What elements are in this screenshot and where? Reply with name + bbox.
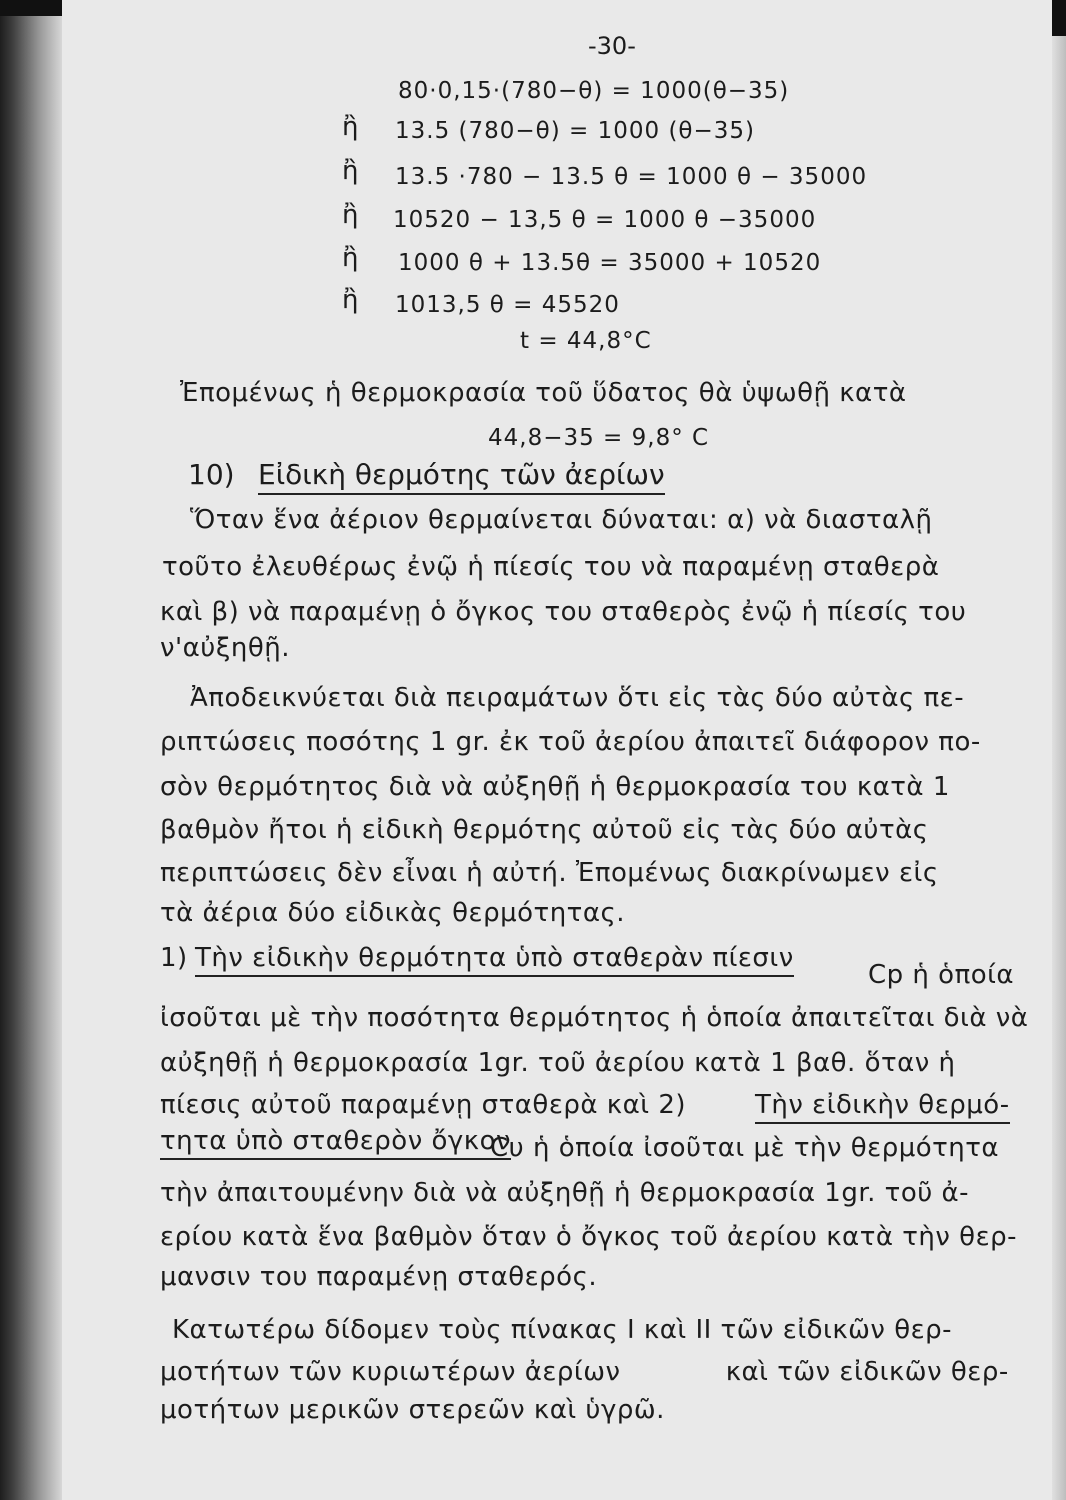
book-spine-shadow bbox=[0, 0, 62, 1500]
paragraph-line: τὰ ἀέρια δύο εἰδικὰς θερμότητας. bbox=[160, 898, 625, 928]
paragraph-line: τοῦτο ἐλευθέρως ἐνῷ ἡ πίεσίς του νὰ παραμένῃ σταθερὰ bbox=[162, 552, 940, 582]
section-number: 10) bbox=[188, 458, 235, 491]
paragraph-line: καὶ β) νὰ παραμένῃ ὁ ὄγκος του σταθερὸς ἐνῷ ἡ πίεσίς του bbox=[160, 597, 967, 627]
equation-marker: ἢ bbox=[342, 243, 359, 273]
paragraph-line: Cυ ἡ ὁποία ἰσοῦται μὲ τὴν θερμότητα bbox=[490, 1133, 1000, 1163]
paragraph-line: μοτήτων τῶν κυριωτέρων ἀερίων καὶ τῶν εἰδικῶν θερ- bbox=[160, 1357, 1009, 1387]
equation-line: 10520 − 13,5 θ = 1000 θ −35000 bbox=[393, 207, 817, 233]
page-right-edge bbox=[1052, 0, 1066, 1500]
equation-line: 1013,5 θ = 45520 bbox=[395, 292, 620, 318]
paragraph-line: ριπτώσεις ποσότης 1 gr. ἐκ τοῦ ἀερίου ἀπαιτεῖ διάφορον πο- bbox=[160, 727, 981, 757]
paragraph-line: μοτήτων μερικῶν στερεῶν καὶ ὑγρῶ. bbox=[160, 1395, 665, 1425]
paragraph-line: μανσιν του παραμένῃ σταθερός. bbox=[160, 1262, 598, 1292]
paragraph-line: ἰσοῦται μὲ τὴν ποσότητα θερμότητος ἡ ὁποία ἀπαιτεῖται διὰ νὰ bbox=[160, 1003, 1029, 1033]
equation-marker: ἢ bbox=[342, 285, 359, 315]
paragraph-line: Κατωτέρω δίδομεν τοὺς πίνακας Ι καὶ ΙΙ τῶν εἰδικῶν θερ- bbox=[172, 1315, 953, 1345]
page-corner-dark bbox=[1052, 0, 1066, 36]
paragraph-line: σὸν θερμότητος διὰ νὰ αὐξηθῇ ἡ θερμοκρασία του κατὰ 1 bbox=[160, 772, 950, 802]
paragraph-line: αὐξηθῇ ἡ θερμοκρασία 1gr. τοῦ ἀερίου κατὰ 1 βαθ. ὅταν ἡ bbox=[160, 1048, 956, 1078]
paragraph-line: Ἀποδεικνύεται διὰ πειραμάτων ὅτι εἰς τὰς δύο αὐτὰς πε- bbox=[190, 683, 965, 713]
equation-line: 13.5 (780−θ) = 1000 (θ−35) bbox=[395, 118, 756, 144]
conclusion-result: 44,8−35 = 9,8° C bbox=[488, 425, 710, 451]
definition-cp-title: Τὴν εἰδικὴν θερμότητα ὑπὸ σταθερὰν πίεσιν bbox=[195, 943, 794, 977]
equation-marker: ἢ bbox=[342, 200, 359, 230]
definition-number: 1) bbox=[160, 943, 188, 973]
equation-line: 80·0,15·(780−θ) = 1000(θ−35) bbox=[398, 78, 790, 104]
paragraph-line: ερίου κατὰ ἕνα βαθμὸν ὅταν ὁ ὄγκος τοῦ ἀερίου κατὰ τὴν θερ- bbox=[160, 1222, 1018, 1252]
equation-line: 13.5 ·780 − 13.5 θ = 1000 θ − 35000 bbox=[395, 164, 868, 190]
equation-marker: ἢ bbox=[342, 156, 359, 186]
paragraph-line: Cp ἡ ὁποία bbox=[868, 960, 1015, 990]
conclusion-line: Ἐπομένως ἡ θερμοκρασία τοῦ ὕδατος θὰ ὑψωθῇ κατὰ bbox=[180, 378, 907, 408]
section-title: Εἰδικὴ θερμότης τῶν ἀερίων bbox=[258, 458, 665, 495]
paragraph-line: ν'αὐξηθῇ. bbox=[160, 633, 290, 663]
paragraph-line: τὴν ἀπαιτουμένην διὰ νὰ αὐξηθῇ ἡ θερμοκρασία 1gr. τοῦ ἀ- bbox=[160, 1178, 970, 1208]
paragraph-line: πίεσις αὐτοῦ παραμένῃ σταθερὰ καὶ 2) bbox=[160, 1090, 687, 1120]
page-number: -30- bbox=[588, 32, 636, 60]
equation-marker: ἢ bbox=[342, 112, 359, 142]
equation-line: 1000 θ + 13.5θ = 35000 + 10520 bbox=[398, 250, 822, 276]
paragraph-line: περιπτώσεις δὲν εἶναι ἡ αὐτή. Ἐπομένως διακρίνωμεν εἰς bbox=[160, 858, 939, 888]
spine-top-dark bbox=[0, 0, 62, 16]
paragraph-line: βαθμὸν ἤτοι ἡ εἰδικὴ θερμότης αὐτοῦ εἰς τὰς δύο αὐτὰς bbox=[160, 815, 929, 845]
definition-cv-title: Τὴν εἰδικὴν θερμό- bbox=[755, 1090, 1010, 1124]
definition-cv-title-cont: τητα ὑπὸ σταθερὸν ὄγκον bbox=[160, 1126, 511, 1160]
paragraph-line: Ὅταν ἕνα ἀέριον θερμαίνεται δύναται: α) νὰ διασταλῇ bbox=[190, 505, 933, 535]
equation-result: t = 44,8°C bbox=[520, 328, 652, 354]
